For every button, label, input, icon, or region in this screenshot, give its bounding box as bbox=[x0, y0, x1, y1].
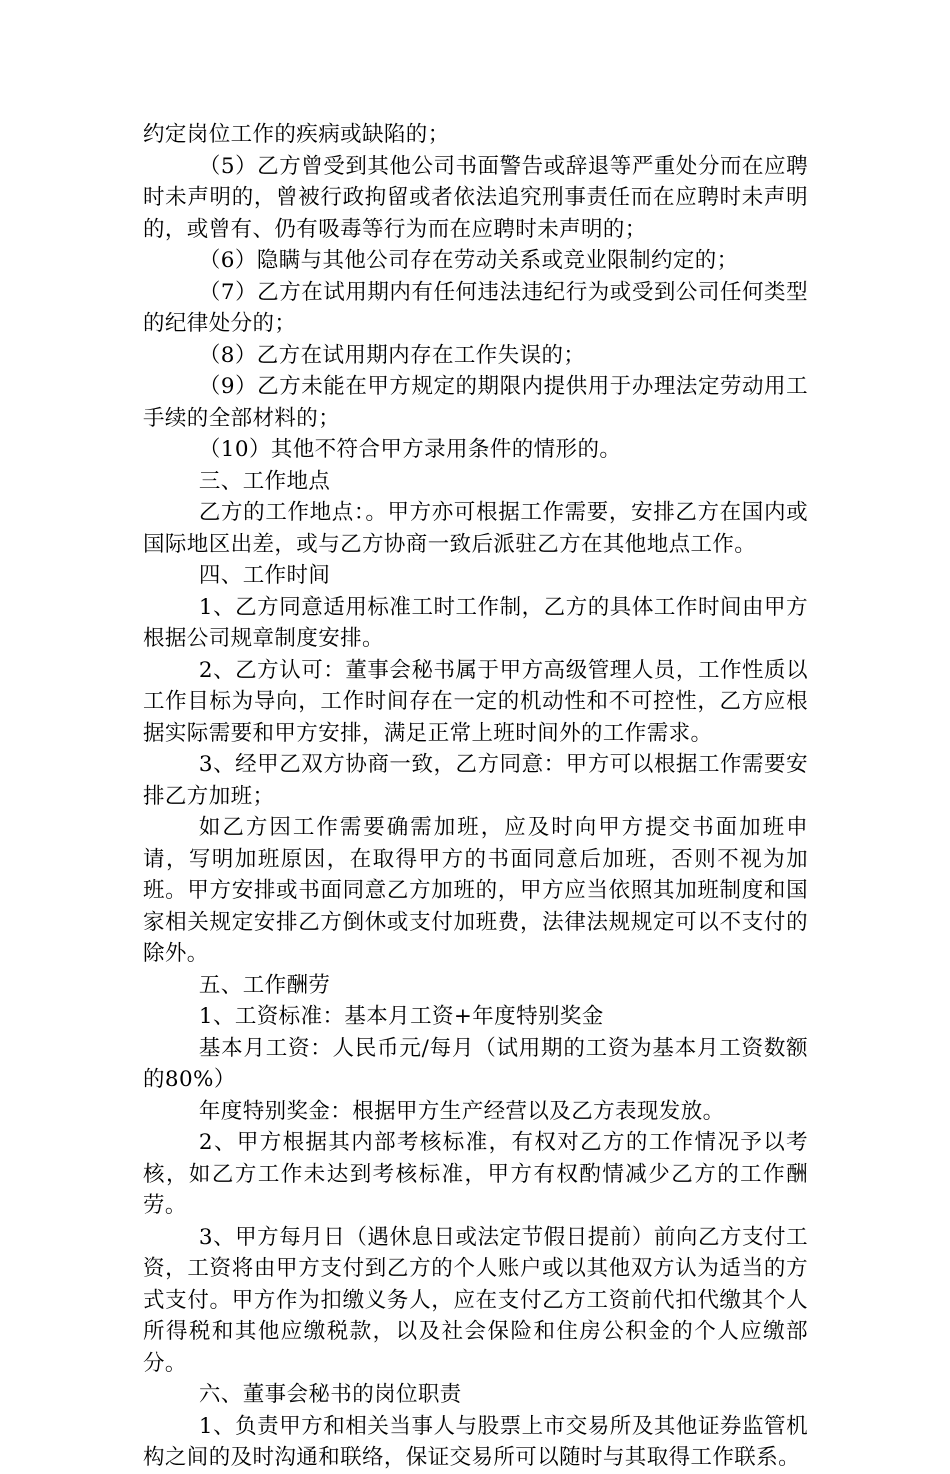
document-body bbox=[143, 119, 808, 1474]
section-heading: 六、董事会秘书的岗位职责 bbox=[198, 1382, 462, 1407]
paragraph: 如乙方因工作需要确需加班，应及时向甲方提交书面加班申请，写明加班原因，在取得甲方的书面同意后加班，否则不视为加班。甲方安排或书面同意乙方加班的，甲方应当依照其加班制度和国家相关规定安排乙方倒休或支付加班费，法律法规规定可以不支付的除外。 bbox=[143, 815, 808, 966]
section-heading: 五、工作酬劳 bbox=[198, 972, 331, 998]
paragraph: （9）乙方未能在甲方规定的期限内提供用于办理法定劳动用工手续的全部材料的； bbox=[143, 374, 808, 431]
paragraph: 2、乙方认可：董事会秘书属于甲方高级管理人员，工作性质以工作目标为导向，工作时间存在一定的机动性和不可控性，乙方应根据实际需要和甲方安排，满足正常上班时间外的工作需求。 bbox=[143, 657, 808, 746]
paragraph: 1、乙方同意适用标准工时工作制，乙方的具体工作时间由甲方根据公司规章制度安排。 bbox=[143, 594, 808, 651]
paragraph: 3、经甲乙双方协商一致，乙方同意：甲方可以根据工作需要安排乙方加班； bbox=[143, 752, 808, 809]
paragraph: （5）乙方曾受到其他公司书面警告或辞退等严重处分而在应聘时未声明的，曾被行政拘留或者依法追究刑事责任而在应聘时未声明的，或曾有、仍有吸毒等行为而在应聘时未声明的； bbox=[143, 153, 808, 242]
paragraph: （10）其他不符合甲方录用条件的情形的。 bbox=[198, 437, 622, 462]
paragraph: （7）乙方在试用期内有任何违法违纪行为或受到公司任何类型的纪律处分的； bbox=[143, 279, 808, 336]
paragraph: （8）乙方在试用期内存在工作失误的； bbox=[198, 342, 586, 368]
section-heading: 四、工作时间 bbox=[198, 563, 331, 588]
paragraph: 1、工资标准：基本月工资+年度特别奖金 bbox=[198, 1004, 604, 1029]
paragraph: 3、甲方每月日（遇休息日或法定节假日提前）前向乙方支付工资，工资将由甲方支付到乙方的个人账户或以其他双方认为适当的方式支付。甲方作为扣缴义务人，应在支付乙方工资前代扣代缴其个人所得税和其他应缴税款，以及社会保险和住房公积金的个人应缴部分。 bbox=[143, 1224, 808, 1376]
paragraph: 年度特别奖金：根据甲方生产经营以及乙方表现发放。 bbox=[198, 1098, 725, 1124]
paragraph: 约定岗位工作的疾病或缺陷的； bbox=[143, 122, 450, 147]
paragraph: 2、甲方根据其内部考核标准，有权对乙方的工作情况予以考核，如乙方工作未达到考核标准，甲方有权酌情减少乙方的工作酬劳。 bbox=[143, 1130, 808, 1218]
section-heading: 三、工作地点 bbox=[198, 468, 331, 494]
paragraph: 1、负责甲方和相关当事人与股票上市交易所及其他证券监管机构之间的及时沟通和联络，保证交易所可以随时与其取得工作联系。 bbox=[143, 1413, 808, 1470]
paragraph: 基本月工资：人民币元/每月（试用期的工资为基本月工资数额的80%） bbox=[143, 1035, 808, 1092]
paragraph: （6）隐瞒与其他公司存在劳动关系或竞业限制约定的； bbox=[198, 248, 739, 273]
paragraph: 乙方的工作地点：。甲方亦可根据工作需要，安排乙方在国内或国际地区出差，或与乙方协商一致后派驻乙方在其他地点工作。 bbox=[143, 500, 808, 557]
